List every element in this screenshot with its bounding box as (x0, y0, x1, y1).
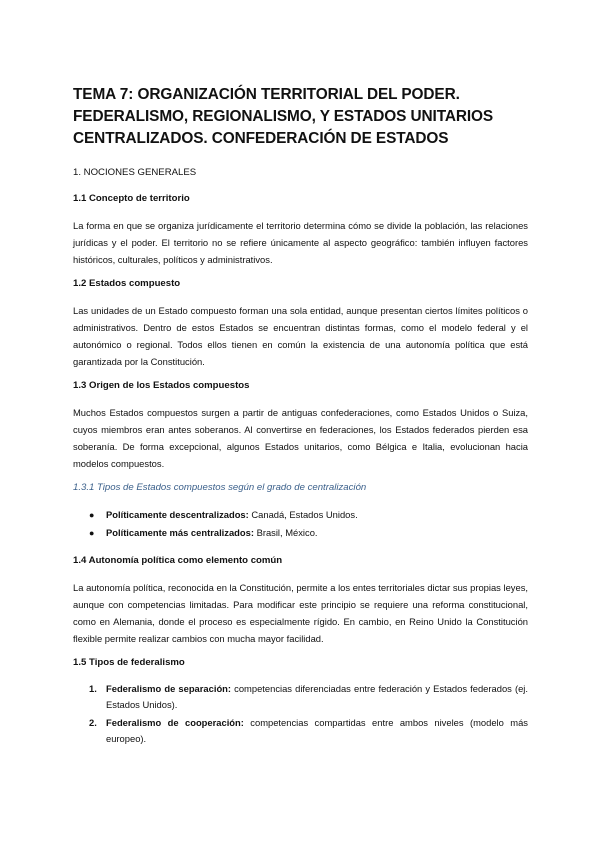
list-item (73, 506, 528, 524)
list-item (73, 681, 528, 713)
list-number: 2. (89, 717, 97, 728)
document-page (73, 84, 528, 749)
paragraph-1-4: La autonomía política, reconocida en la Constitución, permite a los entes territoriales dictar sus propias leyes, aunque con competencias limitadas. Para modificar este principio se requiere una reforma constitucional, como en Alemania, donde el proceso es especialmente rígido. En cambio, en Reino Unido la Constitución flexible permite realizar cambios con mucha mayor facilidad. (73, 582, 528, 644)
bullet-icon: ● (89, 510, 95, 520)
section-heading-1-3: 1.3 Origen de los Estados compuestos (73, 380, 250, 391)
bullet-list (73, 506, 528, 542)
list-item-bold: Políticamente descentralizados: (106, 509, 249, 520)
section-heading-1-1: 1.1 Concepto de territorio (73, 193, 190, 204)
list-item-bold: Políticamente más centralizados: (106, 527, 254, 538)
section-heading-1-5: 1.5 Tipos de federalismo (73, 657, 185, 668)
list-item-text: competencias compartidas entre ambos niveles (modelo más europeo). (106, 717, 528, 744)
list-number: 1. (89, 683, 97, 694)
numbered-list (73, 681, 528, 747)
list-item-bold: Federalismo de separación: (106, 683, 232, 694)
paragraph-1-2: Las unidades de un Estado compuesto forman una sola entidad, aunque presentan ciertos límites políticos o administrativos. Dentro de estos Estados se encuentran distintas formas, como el modelo federal y el autonómico o regional. Todos ellos tienen en común la existencia de una autonomía política que está garantizada por la Constitución. (73, 305, 528, 367)
list-item (73, 715, 528, 747)
list-item-bold: Federalismo de cooperación: (106, 717, 244, 728)
section-heading-1-3-1: 1.3.1 Tipos de Estados compuestos según el grado de centralización (73, 482, 367, 493)
list-item-text: competencias diferenciadas entre federación y Estados federados (ej. Estados Unidos). (106, 683, 528, 710)
document-title: TEMA 7: ORGANIZACIÓN TERRITORIAL DEL PODER. FEDERALISMO, REGIONALISMO, Y ESTADOS UNITARIOS CENTRALIZADOS. CONFEDERACIÓN DE ESTADOS (73, 86, 494, 147)
paragraph-1-1: La forma en que se organiza jurídicamente el territorio determina cómo se divide la población, las relaciones jurídicas y el poder. El territorio no se refiere únicamente al aspecto geográfico: también influyen factores históricos, culturales, políticos y administrativos. (73, 220, 528, 265)
bullet-icon: ● (89, 528, 95, 538)
section-heading-1: 1. NOCIONES GENERALES (73, 167, 197, 178)
section-heading-1-4: 1.4 Autonomía política como elemento común (73, 555, 283, 566)
list-item-text: Canadá, Estados Unidos. (248, 509, 358, 520)
list-item-text: Brasil, México. (253, 527, 318, 538)
section-heading-1-2: 1.2 Estados compuesto (73, 278, 181, 289)
list-item (73, 524, 528, 542)
paragraph-1-3: Muchos Estados compuestos surgen a partir de antiguas confederaciones, como Estados Unidos o Suiza, cuyos miembros eran antes soberanos. Al convertirse en federaciones, los Estados federados pierden esa soberanía. De forma excepcional, algunos Estados unitarios, como Bélgica e Italia, evolucionan hacia modelos compuestos. (73, 407, 528, 469)
